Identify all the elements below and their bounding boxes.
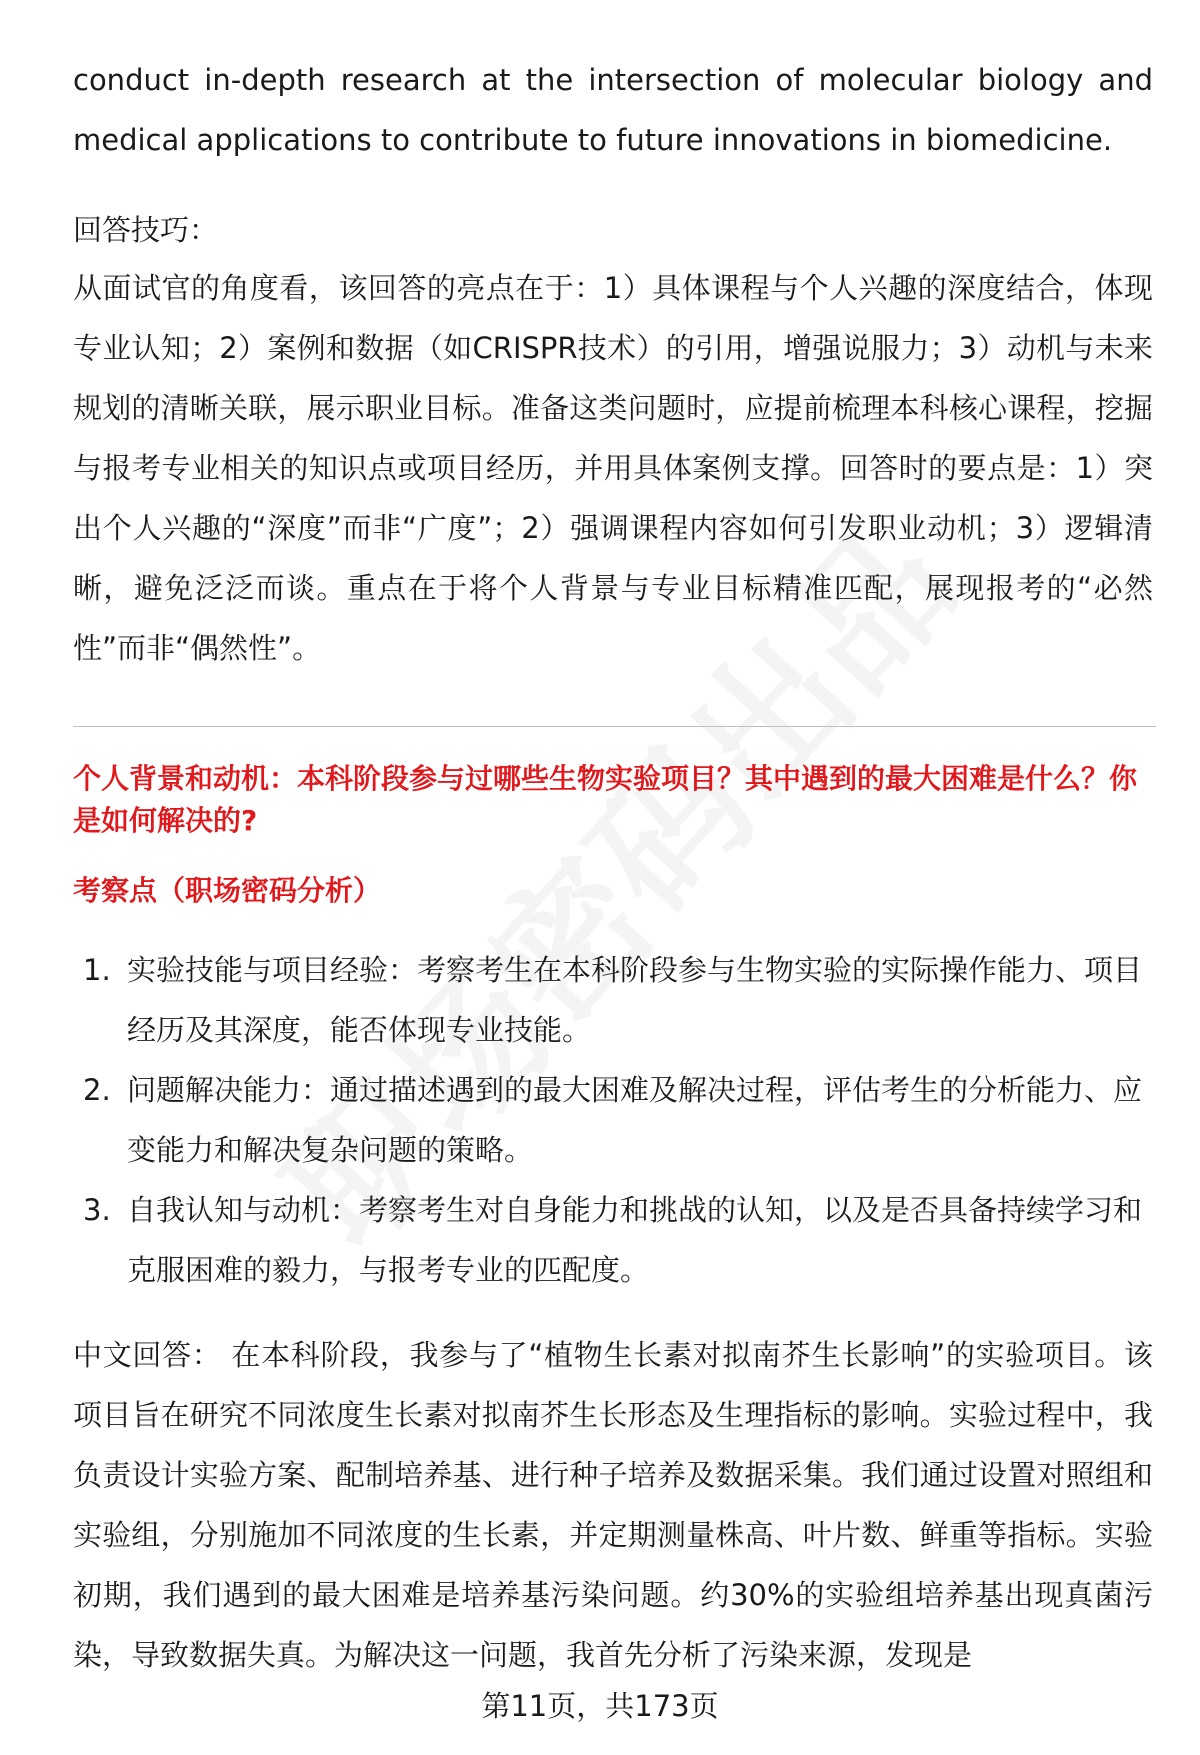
- answer-paragraph: 中文回答： 在本科阶段，我参与了“植物生长素对拟南芥生长影响”的实验项目。该项目旨在研究不同浓度生长素对拟南芥生长形态及生理指标的影响。实验过程中，我负责设计实验方案、配制培养基、进行种子培养及数据采集。我们通过设置对照组和实验组，分别施加不同浓度的生长素，并定期测量株高、叶片数、鲜重等指标。实验初期，我们遇到的最大困难是培养基污染问题。约30%的实验组培养基出现真菌污染，导致数据失真。为解决这一问题，我首先分析了污染来源，发现是: [73, 1338, 1153, 1672]
- page-footer: 第11页，共173页: [481, 1689, 719, 1723]
- intro-paragraph: conduct in-depth research at the intersection of molecular biology and medical applications to contribute to future innovations in biomedicine.: [73, 63, 1153, 157]
- list-number: 2.: [83, 1073, 111, 1107]
- tips-paragraph: 从面试官的角度看，该回答的亮点在于：1）具体课程与个人兴趣的深度结合，体现专业认知；2）案例和数据（如CRISPR技术）的引用，增强说服力；3）动机与未来规划的清晰关联，展示职业目标。准备这类问题时，应提前梳理本科核心课程，挖掘与报考专业相关的知识点或项目经历，并用具体案例支撑。回答时的要点是：1）突出个人兴趣的“深度”而非“广度”；2）强调课程内容如何引发职业动机；3）逻辑清晰，避免泛泛而谈。重点在于将个人背景与专业目标精准匹配，展现报考的“必然性”而非“偶然性”。: [73, 271, 1153, 665]
- list-item: [73, 1060, 1153, 1180]
- tips-label: 回答技巧：: [73, 213, 219, 247]
- analysis-heading: 考察点（职场密码分析）: [73, 874, 382, 907]
- list-item-text: 自我认知与动机：考察考生对自身能力和挑战的认知，以及是否具备持续学习和克服困难的毅力，与报考专业的匹配度。: [127, 1193, 1143, 1287]
- list-item: [73, 940, 1153, 1060]
- analysis-list: [73, 940, 1153, 1300]
- list-item: [73, 1180, 1153, 1300]
- list-item-text: 实验技能与项目经验：考察考生在本科阶段参与生物实验的实际操作能力、项目经历及其深度，能否体现专业技能。: [127, 953, 1143, 1047]
- list-number: 1.: [83, 953, 111, 987]
- list-number: 3.: [83, 1193, 111, 1227]
- list-item-text: 问题解决能力：通过描述遇到的最大困难及解决过程，评估考生的分析能力、应变能力和解决复杂问题的策略。: [127, 1073, 1143, 1167]
- question-heading: 个人背景和动机：本科阶段参与过哪些生物实验项目？其中遇到的最大困难是什么？你是如何解决的?: [73, 762, 1138, 837]
- section-divider: [73, 726, 1156, 727]
